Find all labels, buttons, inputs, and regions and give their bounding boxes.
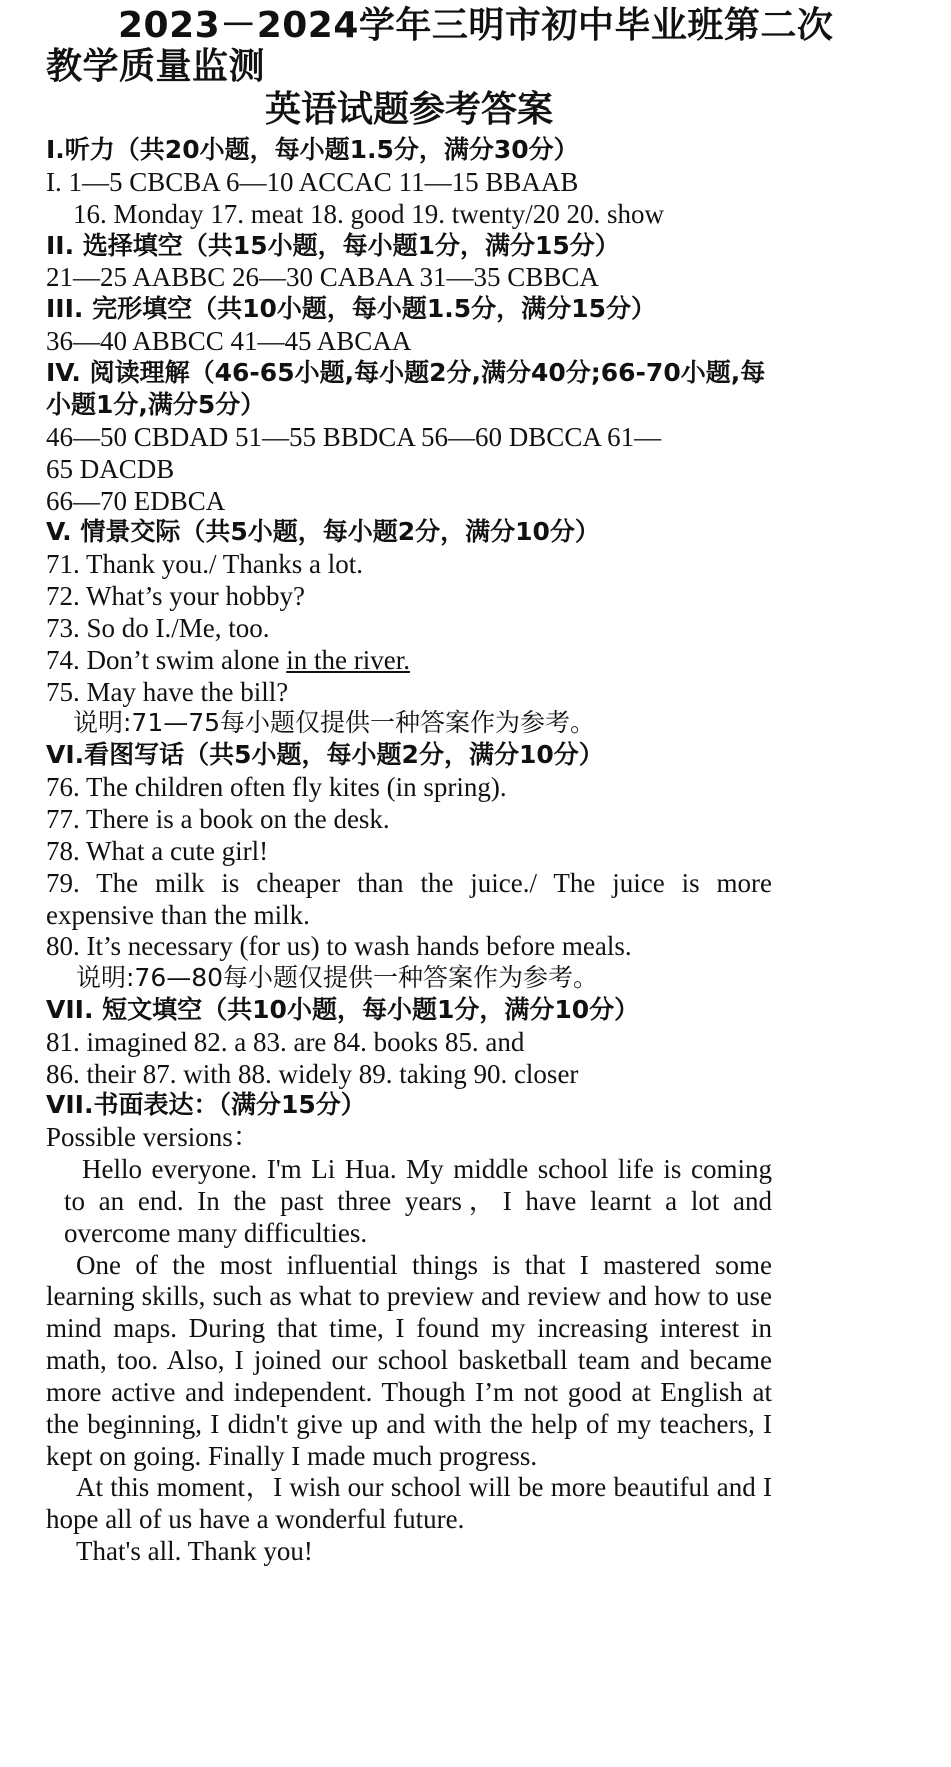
communication-answer-71: 71. Thank you./ Thanks a lot.	[46, 549, 363, 579]
reading-answers-3: 66—70 EDBCA	[46, 486, 226, 516]
listening-answers-1: I. 1—5 CBCBA 6—10 ACCAC 11—15 BBAAB	[46, 167, 579, 197]
picture-writing-note: 说明:76—80每小题仅提供一种答案作为参考。	[76, 963, 599, 992]
writing-line-7: math, too. Also, I joined our school basketball team and became	[46, 1345, 772, 1375]
writing-line-1: Hello everyone. I'm Li Hua. My middle school life is coming	[82, 1154, 772, 1184]
reading-answers-2: 65 DACDB	[46, 454, 175, 484]
writing-line-3: overcome many difficulties.	[64, 1218, 368, 1248]
page-title-line-1: 2023－2024学年三明市初中毕业班第二次	[118, 5, 834, 46]
writing-intro: Possible versions：	[46, 1122, 260, 1152]
writing-line-4: One of the most influential things is that I mastered some	[76, 1250, 772, 1280]
answer-74-underlined-phrase: in the river.	[286, 645, 410, 675]
communication-answer-75: 75. May have the bill?	[46, 677, 289, 707]
section-heading-listening: I.听力（共20小题，每小题1.5分，满分30分）	[46, 135, 579, 164]
section-heading-cloze: III. 完形填空（共10小题，每小题1.5分，满分15分）	[46, 294, 656, 323]
writing-line-13: That's all. Thank you!	[76, 1536, 313, 1566]
cloze-answers: 36—40 ABBCC 41—45 ABCAA	[46, 326, 412, 356]
section-heading-picture-writing: VI.看图写话（共5小题，每小题2分，满分10分）	[46, 740, 604, 769]
picture-writing-answer-79-line-2: expensive than the milk.	[46, 900, 310, 930]
writing-line-9: the beginning, I didn't give up and with the help of my teachers, I	[46, 1409, 772, 1439]
communication-answer-74	[46, 647, 410, 674]
reading-answers-1: 46—50 CBDAD 51—55 BBDCA 56—60 DBCCA 61—	[46, 422, 662, 452]
writing-line-12: hope all of us have a wonderful future.	[46, 1504, 465, 1534]
writing-line-8: more active and independent. Though I’m not good at English at	[46, 1377, 772, 1407]
writing-line-6: mind maps. During that time, I found my increasing interest in	[46, 1313, 772, 1343]
listening-answers-2: 16. Monday 17. meat 18. good 19. twenty/20 20. show	[73, 199, 664, 229]
section-heading-communication: V. 情景交际（共5小题，每小题2分，满分10分）	[46, 517, 600, 546]
section-heading-passage-fill: VII. 短文填空（共10小题，每小题1分，满分10分）	[46, 995, 640, 1024]
picture-writing-answer-78: 78. What a cute girl!	[46, 836, 269, 866]
page-subtitle: 英语试题参考答案	[265, 89, 554, 130]
communication-note: 说明:71—75每小题仅提供一种答案作为参考。	[73, 708, 596, 737]
picture-writing-answer-79-line-1: 79. The milk is cheaper than the juice./ The juice is more	[46, 868, 772, 898]
section-heading-multiple-choice: II. 选择填空（共15小题，每小题1分，满分15分）	[46, 231, 620, 260]
passage-fill-answers-1: 81. imagined 82. a 83. are 84. books 85. and	[46, 1027, 525, 1057]
picture-writing-answer-76: 76. The children often fly kites (in spring).	[46, 772, 507, 802]
writing-line-10: kept on going. Finally I made much progress.	[46, 1441, 538, 1471]
picture-writing-answer-80: 80. It’s necessary (for us) to wash hands before meals.	[46, 931, 632, 961]
passage-fill-answers-2: 86. their 87. with 88. widely 89. taking 90. closer	[46, 1059, 579, 1089]
communication-answer-72: 72. What’s your hobby?	[46, 581, 305, 611]
section-heading-reading-line-1: IV. 阅读理解（46-65小题,每小题2分,满分40分;66-70小题,每	[46, 358, 766, 387]
communication-answer-73: 73. So do I./Me, too.	[46, 613, 270, 643]
writing-line-5: learning skills, such as what to preview and review and how to use	[46, 1281, 772, 1311]
writing-line-11: At this moment，I wish our school will be more beautiful and I	[76, 1472, 772, 1502]
answer-74-prefix: 74. Don’t swim alone	[46, 645, 287, 675]
multiple-choice-answers: 21—25 AABBC 26—30 CABAA 31—35 CBBCA	[46, 262, 599, 292]
section-heading-writing: VII.书面表达：（满分15分）	[46, 1090, 366, 1119]
writing-line-2: to an end. In the past three years，I have learnt a lot and	[64, 1186, 772, 1216]
page-title-line-2: 教学质量监测	[46, 46, 266, 87]
picture-writing-answer-77: 77. There is a book on the desk.	[46, 804, 390, 834]
section-heading-reading-line-2: 小题1分,满分5分）	[46, 390, 266, 419]
